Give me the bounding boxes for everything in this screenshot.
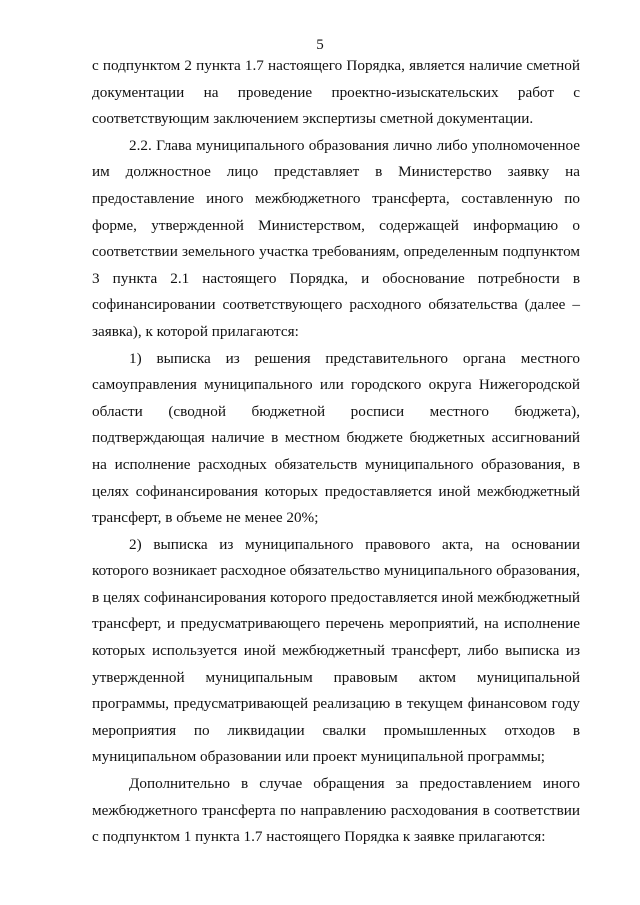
document-body <box>92 53 580 851</box>
paragraph-continuation: с подпунктом 2 пункта 1.7 настоящего Порядка, является наличие сметной документации на проведение проектно-изыскательских работ с соответствующим заключением экспертизы сметной документации. <box>92 57 580 128</box>
paragraph-item-2: 2) выписка из муниципального правового акта, на основании которого возникает расходное обязательство муниципального образования, в целях софинансирования которого предоставляется иной межбюджетный трансферт, и предусматривающего перечень мероприятий, на исполнение которых используется иной межбюджетный трансферт, либо выписка из утвержденной муниципальным правовым актом муниципальной программы, предусматривающей реализацию в текущем финансовом году мероприятия по ликвидации свалки промышленных отходов в муниципальном образовании или проект муниципальной программы; <box>92 535 580 766</box>
paragraph-additional-requirements: Дополнительно в случае обращения за предоставлением иного межбюджетного трансферта по направлению расходования в соответствии с подпунктом 1 пункта 1.7 настоящего Порядка к заявке прилагаются: <box>92 775 580 846</box>
paragraph-clause-2-2: 2.2. Глава муниципального образования лично либо уполномоченное им должностное лицо представляет в Министерство заявку на предоставление иного межбюджетного трансферта, составленную по форме, утвержденной Министерством, содержащей информацию о соответствии земельного участка требованиям, определенным подпунктом 3 пункта 2.1 настоящего Порядка, и обоснование потребности в софинансировании соответствующего расходного обязательства (далее – заявка), к которой прилагаются: <box>92 136 580 340</box>
paragraph-item-1: 1) выписка из решения представительного органа местного самоуправления муниципального или городского округа Нижегородской области (сводной бюджетной росписи местного бюджета), подтверждающая наличие в местном бюджете бюджетных ассигнований на исполнение расходных обязательств муниципального образования, в целях софинансирования которых предоставляется иной межбюджетный трансферт, в объеме не менее 20%; <box>92 349 580 527</box>
page-number: 5 <box>316 37 324 53</box>
